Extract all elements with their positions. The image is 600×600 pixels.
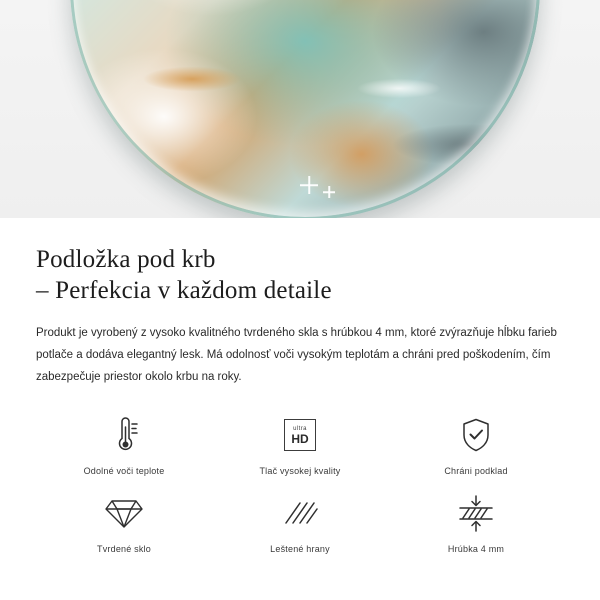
page-title — [36, 244, 564, 306]
diamond-icon — [104, 492, 144, 534]
feature-label: Hrúbka 4 mm — [447, 544, 505, 554]
feature-grid — [36, 414, 564, 554]
feature-label: Tvrdené sklo — [97, 544, 151, 554]
feature-item — [388, 414, 564, 476]
hero-image — [0, 0, 600, 218]
feature-item — [36, 492, 212, 554]
description-paragraph: Produkt je vyrobený z vysoko kvalitného tvrdeného skla s hrúbkou 4 mm, ktoré zvýrazňuje hĺbku farieb potlače a dodáva elegantný lesk. Má odolnosť voči vysokým teplotám a chráni pred poškodením, čím zabezpečuje priestor okolo krbu na roky. — [36, 327, 557, 383]
feature-label: Tlač vysokej kvality — [259, 466, 341, 476]
feature-label: Chráni podklad — [444, 466, 508, 476]
feature-item — [212, 414, 388, 476]
thickness-arrows-icon — [454, 492, 498, 534]
shield-check-icon — [459, 414, 493, 456]
glass-board-image — [70, 0, 540, 218]
polished-edges-icon — [280, 492, 320, 534]
ultra-hd-icon — [284, 414, 316, 456]
feature-label: Odolné voči teplote — [83, 466, 165, 476]
feature-label: Leštené hrany — [270, 544, 330, 554]
title-line-2: – Perfekcia v každom detaile — [36, 277, 332, 304]
feature-item — [388, 492, 564, 554]
feature-item — [36, 414, 212, 476]
content-area — [0, 244, 600, 554]
feature-item — [212, 492, 388, 554]
ultra-hd-badge-top: ultra — [293, 425, 307, 432]
thermometer-icon — [107, 414, 141, 456]
ultra-hd-badge-main: HD — [291, 431, 309, 446]
title-line-1: Podložka pod krb — [36, 246, 216, 273]
